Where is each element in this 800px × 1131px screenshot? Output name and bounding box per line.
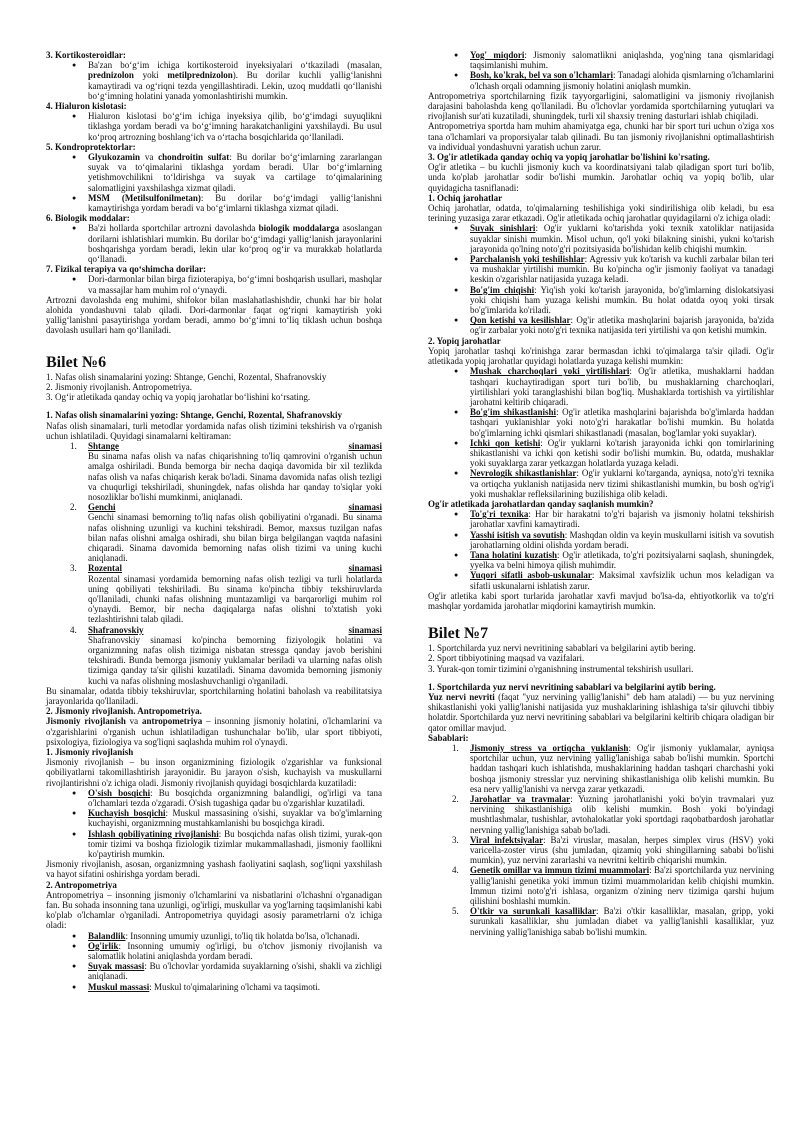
list-item: ● Mushak charchoqlari yoki yirtilishlari: Og'ir atletika, mushaklarni haddan tashqari kuchaytiradigan sport turi bo'lib, bu mushaklarning charchoqlari, yirtilishlari yoki taranglashishi bilan bog'liq. Mushaklarda tortishish va yirtilishlar jarohatni keltirib chiqaradi. xyxy=(470,366,774,407)
list-item: ● MSM (Metilsulfonilmetan): Bu dorilar bo‘g‘imdagi yallig‘lanishni kamaytirishga yordam beradi va bo‘g‘imlarni tiklashga xizmat qiladi. xyxy=(88,193,382,213)
list-item: ● Og'irlik: Insonning umumiy og'irligi, bu o'tchov jismoniy rivojlanish va salomatlik holatini aniqlashda yordam beradi. xyxy=(88,941,382,961)
paragraph: Ochiq jarohatlar, odatda, to'qimalarning teshilishiga yoki sindirilishiga olib keladi, bu esa terining yuzasiga zarar etkazadi. Og'ir atletikada ochiq jarohatlar quyidagilarni o'z ichiga oladi: xyxy=(428,203,774,224)
list-item: 3. Viral infektsiyalar: Ba'zi viruslar, masalan, herpes simplex virus (HSV) yoki varicella-zoster virus (shu jumladan, qizamiq yoki shingillarning sababi bo'lishi mumkin), yuz nervini zararlashi va nevritni keltirib chiqarishi mumkin. xyxy=(452,834,774,866)
answer-heading: 2. Jismoniy rivojlanish. Antropometriya. xyxy=(46,706,202,717)
list-item: ● Qon ketishi va kesilishlar: Og'ir atletika mashqlarini bajarish jarayonida, ba'zida og'ir zarbalar yoki noto'g'ri texnika natijasida teri yirtilishi va qon ketishi mumkin. xyxy=(470,315,774,335)
list-item: 1. Jismoniy stress va ortiqcha yuklanish: Og'ir jismoniy yuklamalar, ayniqsa sportchilar uchun, yuz nervining yallig'lanishiga sabab bo'lishi mumkin. Sportchi haddan tashqari kuch ishlatishda, mushaklarining haddan tashqari charchashi yoki boshqa jismoniy stresslar yuz nervining shikastlanishiga olib kelishi mumkin. Bu esa nerv yallig'lanishi va nervga zarar yetkazadi. xyxy=(452,743,774,794)
list-item: ● Suyak massasi: Bu o'lchovlar yordamida suyaklarning o'sishi, shakli va zichligi aniqlanadi. xyxy=(88,961,382,981)
section-heading: 5. Kondroprotektorlar: xyxy=(46,141,136,152)
question: 1. Sportchilarda yuz nervi nevritining sabablari va belgilarini aytib bering. xyxy=(428,643,696,654)
paragraph: Og'ir atletika – bu kuchli jismoniy kuch va koordinatsiyani talab qiladigan sport turi bo'lib, unda ko'plab jarohatlar sodir bo'lishi mumkin. Jarohatlar ochiq va yopiq bo'lib, ular quyidagicha tasniflanadi: xyxy=(428,162,774,193)
bullet-list xyxy=(46,223,382,264)
bullet-list xyxy=(428,509,774,591)
list-item: ● Ba'zan bo‘g‘im ichiga kortikosteroid inyeksiyalari o‘tkaziladi (masalan, prednizolon yoki metilprednizolon). Bu dorilar kuchli yallig‘lanishni kamaytiradi va og‘riqni tezda yengillashtiradi. Lekin, uzoq muddatli qo‘llanishi bo‘g‘imning holatini yanada yomonlashtirishi mumkin. xyxy=(88,60,382,101)
list-item: ● Ba'zi hollarda sportchilar artrozni davolashda biologik moddalarga asoslangan dorilarni ishlatishlari mumkin. Bu dorilar bo‘g‘imdagi yallig‘lanish jarayonlarini boshqarishga yordam beradi, lekin ular ko‘proq og‘ir va murakkab holatlarda qo‘llanadi. xyxy=(88,223,382,264)
sub-heading: Sabablari: xyxy=(428,732,469,743)
section-heading: 6. Biologik moddalar: xyxy=(46,213,130,224)
list-item: ● Dori-darmonlar bilan birga fizioterapiya, bo‘g‘imni boshqarish usullari, mashqlar va massajlar ham muhim rol o‘ynaydi. xyxy=(88,274,382,294)
list-item: 2. Jarohatlar va travmalar: Yuzning jarohatlanishi yoki bo'yin travmalari yuz nervining shikastlanishiga olib kelishi mumkin. Bosh yoki bo'yindagi mushtlashmalar, tushishlar, avtohalokatlar yoki sportdagi raqobatbardosh jarohatlar nervning yallig'lanishiga sabab bo'ladi. xyxy=(452,794,775,835)
numbered-list xyxy=(428,743,774,937)
ticket-title: Bilet №7 xyxy=(428,625,489,643)
list-item: ● Nevrologik shikastlanishlar: Og'ir yuklarni ko'targanda, ayniqsa, noto'g'ri texnika va ortiqcha yuklanish natijasida nerv tizimi shikastlanishi mumkin, bu bosh og'rig'i yoki mushaklar refleksilarining buzilishiga olib keladi. xyxy=(470,468,774,499)
list-item: 3. Rozental sinamasi Rozental sinamasi yordamida bemorning nafas olish tezligi va turli holatlarda uning qobiliyati tekshiriladi. Bu sinama ko'pincha tibbiy tekshiruvlarda qo'llaniladi, chunki nafas olishning muntazamligi va barqarorligi muhim rol o'ynaydi. Bemor, bir necha daqiqalarga nafas olishni to'xtatish yoki tezlashtirishni talab qiladi. xyxy=(70,563,382,625)
sub-heading: 1. Ochiq jarohatlar xyxy=(428,192,503,203)
sub-heading: 2. Yopiq jarohatlar xyxy=(428,335,501,346)
paragraph: Antropometriya sportda ham muhim ahamiyatga ega, chunki har bir sport turi uchun o'ziga xos tana o'lchamlari va proporsiyalar talab qilinadi. Bu tan jismoniy rivojlanishni optimallashtirish va individual yondashuvni yaratish uchun zarur. xyxy=(428,121,774,152)
list-item: ● Balandlik: Insonning umumiy uzunligi, to'liq tik holatda bo'lsa, o'lchanadi. xyxy=(88,931,382,941)
bullet-list xyxy=(46,931,382,992)
sub-heading: 2. Antropometriya xyxy=(46,879,117,890)
bullet-list xyxy=(46,152,382,213)
list-item: ● To'g'ri texnika: Har bir harakatni to'g'ri bajarish va jismoniy holatni tekshirish jarohatlar xavfini kamaytiradi. xyxy=(470,509,774,529)
list-item: ● Bo'g'im shikastlanishi: Og'ir atletika mashqlarini bajarishda bo'g'imlarda haddan tashqari yuklanishlar yoki noto'g'ri harakatlar bo'lishi mumkin. Bu holatda bo'g'imlarning ichki qismlari shikastlanadi (masalan, bog'lamlar yoki suyaklar). xyxy=(470,407,774,438)
sub-heading: Og'ir atletikada jarohatlardan qanday saqlanish mumkin? xyxy=(428,498,654,509)
paragraph: Antropometriya – insonning jismoniy o'lchamlarini va nisbatlarini o'lchashni o'rganadigan fan. Bu sohada insonning tana uzunligi, og'irligi, muskullar va yog'larning taqsimlanishi kabi ko'plab o'lchamlar o'rganiladi. Antropometriya quyidagi asosiy parametrlarni o'z ichiga oladi: xyxy=(46,889,382,931)
ticket-title: Bilet №6 xyxy=(46,353,107,371)
list-item: ● Glyukozamin va chondroitin sulfat: Bu dorilar bo‘g‘imlarning zararlangan suyak va to‘qimalarini tiklashga yordam beradi. Ular bo‘g‘imlarning yetishmovchilikni to‘ldirishga va suyak va cartilage to‘qimalarining salomatligini yaxshilashga xizmat qiladi. xyxy=(88,152,382,193)
list-item: ● Tana holatini kuzatish: Og'ir atletikada, to'g'ri pozitsiyalarni saqlash, shuningdek, yyelka va belni himoya qilish muhimdir. xyxy=(470,550,774,570)
list-item: 4. Genetik omillar va immun tizimi muammolari: Ba'zi sportchilarda yuz nervining yallig'lanishi genetika yoki immun tizimi muammolaridan kelib chiqishi mumkin. Immun tizimi noto'g'ri ishlasa, organizm o'zining nerv tizimiga qarshi hujum qilishini boshlashi mumkin. xyxy=(452,865,774,907)
bullet-list xyxy=(428,366,774,499)
paragraph: Yuz nervi nevriti (faqat "yuz nervining yallig'lanishi" deb ham ataladi) — bu yuz nervining shikastlanishi yoki yallig'lanishi natijasida yuz mushaklarining ishlashiga ta'sir qiluvchi tibbiy holatdir. Sportchilarda yuz nervi nevritining sabablari va belgilarini keltirib chiqara oladigan bir qator omillar mavjud. xyxy=(428,691,774,733)
right-column xyxy=(428,50,774,937)
paragraph: Artrozni davolashda eng muhimi, shifokor bilan maslahatlashishdir, chunki har bir holat alohida yondashuvni talab qiladi. Dori-darmonlar faqat og‘riqni kamaytirish yoki yallig‘lanishni pasaytirishga yordam beradi, ammo bo‘g‘imni to‘liq tiklash uchun boshqa davolash usullari ham qo‘llaniladi. xyxy=(46,294,382,336)
answer-heading: 1. Sportchilarda yuz nervi nevritining sabablari va belgilarini aytib bering. xyxy=(428,681,716,692)
question: 2. Sport tibbiyotining maqsad va vazifalari. xyxy=(428,653,585,664)
list-item: ● Muskul massasi: Muskul to'qimalarining o'lchami va taqsimoti. xyxy=(88,982,382,992)
question: 2. Jismoniy rivojlanish. Antropometriya. xyxy=(46,381,192,392)
list-item: ● Ishlash qobiliyatining rivojlanishi: Bu bosqichda nafas olish tizimi, yurak-qon tomir tizimi va boshqa fiziologik tizimlar mukammallashadi, jismoniy faollikni ko'paytirish mumkin. xyxy=(88,829,382,860)
list-item: ● O'sish bosqichi: Bu bosqichda organizmning balandligi, og'irligi va tana o'lchamlari tezda o'zgaradi. O'sish tugashiga qadar bu o'zgarishlar kuzatiladi. xyxy=(88,788,382,808)
list-item: ● Suyak sinishlari: Og'ir yuklarni ko'tarishda yoki texnik xatoliklar natijasida suyaklar sinishi mumkin. Misol uchun, qo'l yoki bilakning sinishi, yukni ko'tarish jarayonida qo'lning noto'g'ri pozitsiyasida bo'lishidan kelib chiqishi mumkin. xyxy=(470,223,774,254)
section-heading: 4. Hialuron kislotasi: xyxy=(46,101,127,112)
bullet-list xyxy=(428,50,774,91)
paragraph: Yopiq jarohatlar tashqi ko'rinishga zarar bermasdan ichki to'qimalarga ta'sir qiladi. Og'ir atletikada yopiq jarohatlar quyidagi holatlarda yuzaga kelishi mumkin: xyxy=(428,345,774,367)
paragraph: Jismoniy rivojlanish – bu inson organizmining fiziologik o'zgarishlar va funksional qobiliyatlarni takomillashtirish jarayonidir. Bu jarayon o'sish, kuchayish va muskullarni rivojlantirishni o'z ichiga oladi. Jismoniy rivojlanish quyidagi bosqichlarda kuzatiladi: xyxy=(46,757,382,788)
answer-heading: 3. Og'ir atletikada qanday ochiq va yopiq jarohatlar bo'lishini ko'rsating. xyxy=(428,152,710,163)
sub-heading: 1. Jismoniy rivojlanish xyxy=(46,747,134,757)
list-item: ● Parchalanish yoki teshilishlar: Agressiv yuk ko'tarish va kuchli zarbalar bilan teri va mushaklar yirtilishi mumkin. Bu ko'pincha og'ir jismoniy faoliyat va tanadagi keskin o'zgarishlar natijasida yuzaga keladi. xyxy=(470,254,774,285)
list-item: ● Bosh, ko'krak, bel va son o'lchamlari: Tanadagi alohida qismlarning o'lchamlarini o'lchash orqali odamning jismoniy holatini aniqlash mumkin. xyxy=(470,70,774,90)
paragraph: Antropometriya sportchilarning fizik tayyorgarligini, salomatligini va jismoniy rivojlanish darajasini baholashda keng qo'llaniladi. Bu o'lchovlar yordamida sportchilarning yutuqlari va rivojlanish sur'ati kuzatiladi, shuningdek, turli xil shaxsiy trening dasturlari ishlab chiqiladi. xyxy=(428,90,774,122)
list-item: 4. Shafranovskiy sinamasi Shafranovskiy sinamasi ko'pincha bemorning fiziyologik holatini va organizmning nafas olish tizimiga nisbatan stressga qanday javob berishini tekshiradi. Bunda bemorga jismoniy yuklamalar beriladi va ularning nafas olish tizimiga qanday ta'sir qilishi kuzatiladi. Sinama davomida bemorning jismoniy kuchi va nafas olishning moslashuvchanligi o'rganiladi. xyxy=(70,624,382,686)
bullet-list xyxy=(46,111,382,142)
paragraph: Bu sinamalar, odatda tibbiy tekshiruvlar, sportchilarning holatini baholash va reabilitatsiya jarayonlarida qo'llaniladi. xyxy=(46,685,382,706)
section-heading: 7. Fizikal terapiya va qo‘shimcha dorilar: xyxy=(46,264,206,275)
list-item: 1. Shtange sinamasi Bu sinama nafas olish va nafas chiqarishning to'liq qamrovini o'rganish uchun amalga oshiriladi. Bunda bemorga bir necha daqiqa davomida bir xil tezlikda nafas olish va nafas chiqarish kerak bo'ladi. Sinama davomida nafas olish tezligi va chuqurligi tekshiriladi, shuningdek, nafas olishda har qanday to'siqlar yoki nosozliklar bo'lishi mumkinmi, aniqlanadi. xyxy=(70,440,382,502)
list-item: 5. O'tkir va surunkali kasalliklar: Ba'zi o'tkir kasalliklar, masalan, gripp, yoki surunkali kasalliklar, shu jumladan diabet va yallig'lanishli kasalliklar, yuz nervining yallig'lanishiga sabab bo'lishi mumkin. xyxy=(452,906,774,937)
left-column xyxy=(46,50,382,992)
list-item: ● Yasshi isitish va sovutish: Mashqdan oldin va keyin muskullarni isitish va sovutish jarohatlarning oldini olishda yordam beradi. xyxy=(470,530,774,550)
question: 3. Yurak-qon tomir tizimini o'rganishning instrumental tekshirish usullari. xyxy=(428,663,694,674)
bullet-list xyxy=(46,788,382,859)
paragraph: Og'ir atletika kabi sport turlarida jarohatlar xavfi mavjud bo'lsa-da, ehtiyotkorlik va to'g'ri mashqlar yordamida jarohatlar miqdorini kamaytirish mumkin. xyxy=(428,590,774,611)
list-item: ● Yog' miqdori: Jismoniy salomatlikni aniqlashda, yog'ning tana qismlaridagi taqsimlanishi muhim. xyxy=(470,50,774,70)
numbered-list xyxy=(46,441,382,686)
list-item: ● Yuqori sifatli asbob-uskunalar: Maksimal xavfsizlik uchun mos keladigan va sifatli uskunalarni ishlatish zarur. xyxy=(470,570,774,590)
list-item: 2. Genchi sinamasi Genchi sinamasi bemorning to'liq nafas olish qobiliyatini o'rganadi. Bu sinama nafas olishning uzunligi va kuchini tekshiradi. Bemor, maxsus tuzilgan nafas bilan nafas olishni amalga oshiradi, shu bilan birga belgilangan vaqtda nafasini chiqaradi. Sinama davomida bemorning nafas olish tizimi va uning kuchi aniqlanadi. xyxy=(70,502,382,564)
paragraph: Jismoniy rivojlanish va antropometriya – insonning jismoniy holatini, o'lchamlarini va o'zgarishlarini o'rganish uchun ishlatiladigan tushunchalar bo'lib, ular sport tibbiyoti, psixologiya, fiziologiya va sog'liqni saqlashda muhim rol o'ynaydi. xyxy=(46,716,382,747)
paragraph: Nafas olish sinamalari, turli metodlar yordamida nafas olish tizimini tekshirish va o'rganish uchun ishlatiladi. Quyidagi sinamalarni keltiraman: xyxy=(46,420,382,441)
list-item: ● Bo'g'im chiqishi: Yiq'ish yoki ko'tarish jarayonida, bo'g'imlarning dislokatsiyasi yoki chiqishi ham yuzaga kelishi mumkin. Bu holat odatda oyoq yoki tirsak bo'g'imlarida ko'riladi. xyxy=(470,285,774,316)
bullet-list xyxy=(46,60,382,101)
bullet-list xyxy=(428,223,774,335)
bullet-list xyxy=(46,274,382,294)
question: 1. Nafas olish sinamalarini yozing: Shtange, Genchi, Rozental, Shafranovskiy xyxy=(46,371,327,382)
list-item: ● Hialuron kislotasi bo‘g‘im ichiga inyeksiya qilib, bo‘g‘imdagi suyuqlikni tiklashga yordam beradi va bo‘g‘imning harakatchanligini yaxshilaydi. Bu usul ko‘proq artrozning boshlang‘ich va o‘rtacha bosqichlarida qo‘llaniladi. xyxy=(88,111,382,142)
answer-heading: 1. Nafas olish sinamalarini yozing: Shtange, Genchi, Rozental, Shafranovskiy xyxy=(46,410,343,421)
list-item: ● Kuchayish bosqichi: Muskul massasining o'sishi, suyaklar va bo'g'imlarning kuchayishi, organizmning mustahkamlanishi bu bosqichga kiradi. xyxy=(88,808,382,828)
question: 3. Og‘ir atletikada qanday ochiq va yopiq jarohatlar bo‘lishini ko‘rsating. xyxy=(46,392,311,403)
paragraph: Jismoniy rivojlanish, asosan, organizmning yashash faoliyatini saqlash, sog'liqni yaxshilash va hayot sifatini oshirishga yordam beradi. xyxy=(46,859,382,880)
list-item: ● Ichki qon ketishi: Og'ir yuklarni ko'tarish jarayonida ichki qon tomirlarining shikastlanishi va ichki qon ketishi sodir bo'lishi mumkin. Bu, odatda, mushaklar yoki suyaklarga zarar yetkazgan holatlarda yuzaga keladi. xyxy=(470,438,774,469)
section-heading: 3. Kortikosteroidlar: xyxy=(46,50,126,60)
